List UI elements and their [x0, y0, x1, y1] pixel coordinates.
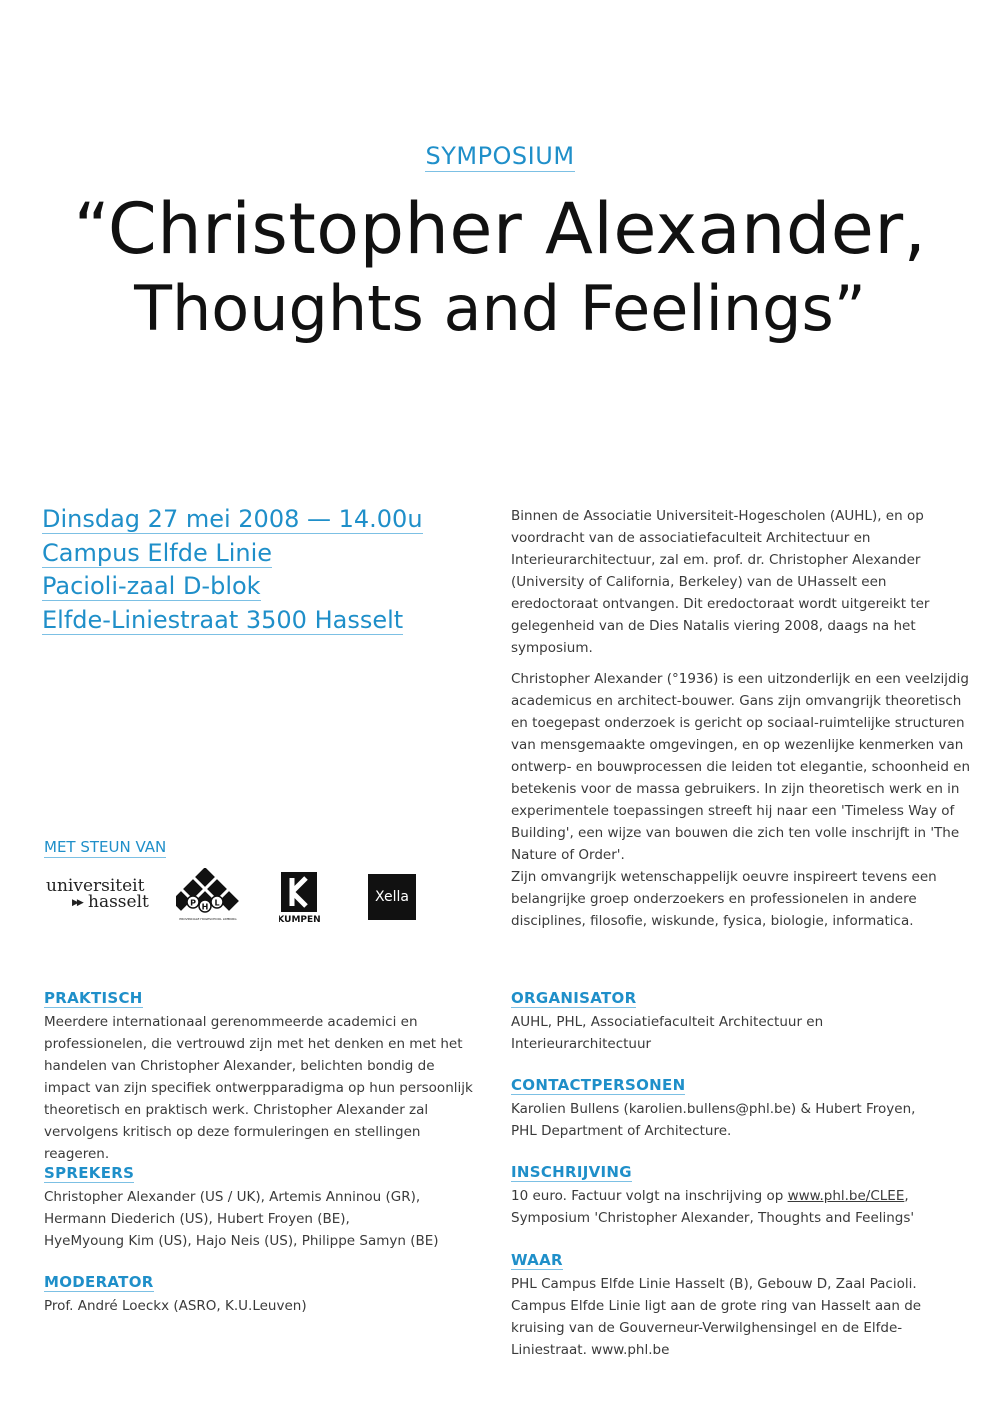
- title-line-1: “Christopher Alexander,: [73, 188, 927, 270]
- sponsors-heading-text: MET STEUN VAN: [44, 838, 167, 856]
- kumpen-logo: [279, 872, 321, 924]
- event-info: [42, 503, 423, 637]
- title-line-2: Thoughts and Feelings”: [134, 272, 866, 345]
- event-address: Elfde-Liniestraat 3500 Hasselt: [42, 605, 404, 634]
- moderator-text: Prof. André Loeckx (ASRO, K.U.Leuven): [44, 1298, 307, 1314]
- inschrijving-heading: INSCHRIJVING: [511, 1163, 632, 1181]
- sprekers-line-3: HyeMyoung Kim (US), Hajo Neis (US), Philippe Samyn (BE): [44, 1233, 439, 1249]
- intro-text: [511, 505, 971, 941]
- intro-paragraph-2: Christopher Alexander (°1936) is een uitzonderlijk en een veelzijdig academicus en architect-bouwer. Gans zijn omvangrijk theoretisch en toegepast onderzoek is gericht op sociaal-ruimtelijke structuren van mensgemaakte omgevingen, en op wezenlijke kenmerken van ontwerp- en bouwprocessen die leiden tot elegantie, schoonheid en betekenis voor de massa gebruikers. In zijn theoretisch werk en in experimentele toepassingen streeft hij naar een 'Timeless Way of Building', een wijze van bouwen die zich ten volle inschrijft in 'The Nature of Order'.: [511, 671, 971, 863]
- inschrijving-link[interactable]: www.phl.be/CLEE: [787, 1188, 905, 1204]
- arrow-icon: ▶▶: [72, 898, 82, 908]
- section-waar: [511, 1250, 961, 1361]
- inschrijving-pre: 10 euro. Factuur volgt na inschrijving op: [511, 1188, 788, 1204]
- section-organisator: [511, 988, 961, 1055]
- inschrijving-text: [511, 1185, 961, 1229]
- sprekers-text: [44, 1186, 494, 1252]
- sprekers-line-1: Christopher Alexander (US / UK), Artemis Anninou (GR),: [44, 1189, 421, 1205]
- kicker-text: SYMPOSIUM: [425, 142, 575, 170]
- waar-heading: WAAR: [511, 1251, 563, 1269]
- sprekers-line-2: Hermann Diederich (US), Hubert Froyen (BE),: [44, 1211, 350, 1227]
- symposium-kicker: [0, 142, 1000, 170]
- intro-paragraph-3: Zijn omvangrijk wetenschappelijk oeuvre inspireert tevens een belangrijke groep onderzoekers en professionelen in andere disciplines, filosofie, wiskunde, fysica, biologie, informatica.: [511, 869, 937, 929]
- praktisch-heading: PRAKTISCH: [44, 989, 143, 1007]
- organisator-heading: ORGANISATOR: [511, 989, 637, 1007]
- phl-letter-p: P: [190, 898, 196, 908]
- phl-subtitle: PROVINCIALE HOGESCHOOL LIMBURG: [179, 917, 237, 921]
- phl-diamond-icon: [176, 868, 240, 924]
- kumpen-label: KUMPEN: [279, 915, 321, 924]
- uhasselt-logo-line1: universiteit: [46, 876, 145, 896]
- section-inschrijving: [511, 1162, 961, 1229]
- inschrijving-post: ,: [904, 1188, 909, 1204]
- uhasselt-logo-line2: hasselt: [88, 892, 149, 912]
- inschrijving-line-2: Symposium 'Christopher Alexander, Thoughts and Feelings': [511, 1210, 915, 1226]
- kumpen-k-icon: [279, 872, 321, 924]
- section-sprekers: [44, 1163, 494, 1252]
- moderator-heading: MODERATOR: [44, 1273, 154, 1291]
- event-campus: Campus Elfde Linie: [42, 538, 273, 567]
- intro-paragraph-1: Binnen de Associatie Universiteit-Hogescholen (AUHL), en op voordracht van de associatiefaculteit Architectuur en Interieurarchitectuur, zal em. prof. dr. Christopher Alexander (University of California, Berkeley) van de UHasselt een eredoctoraat ontvangen. Dit eredoctoraat wordt uitgereikt ter gelegenheid van de Dies Natalis viering 2008, daags na het symposium.: [511, 508, 930, 656]
- contact-heading: CONTACTPERSONEN: [511, 1076, 686, 1094]
- contact-text: [511, 1098, 961, 1142]
- organisator-text: AUHL, PHL, Associatiefaculteit Architectuur en Interieurarchitectuur: [511, 1014, 824, 1052]
- contact-line-2: PHL Department of Architecture.: [511, 1123, 732, 1139]
- waar-text: [511, 1273, 931, 1361]
- contact-line-1: Karolien Bullens (karolien.bullens@phl.be) & Hubert Froyen,: [511, 1101, 916, 1117]
- section-praktisch: [44, 988, 494, 1165]
- xella-logo: Xella: [368, 874, 416, 920]
- phl-logo: [176, 868, 240, 924]
- uhasselt-logo: [46, 876, 156, 916]
- waar-line-2: Campus Elfde Linie ligt aan de grote ring van Hasselt aan de kruising van de Gouverneur-Verwilghensingel en de Elfde-Liniestraat. www.phl.be: [511, 1298, 922, 1358]
- event-room: Pacioli-zaal D-blok: [42, 572, 261, 600]
- phl-letter-h: H: [201, 902, 209, 912]
- sponsors-heading: [44, 838, 166, 856]
- praktisch-text: Meerdere internationaal gerenommeerde academici en professionelen, die vertrouwd zijn met het denken en met het handelen van Christopher Alexander, belichten bondig de impact van zijn specifiek ontwerpparadigma op hun persoonlijk theoretisch en praktisch werk. Christopher Alexander zal vervolgens kritisch op deze formuleringen en stellingen reageren.: [44, 1014, 473, 1162]
- event-date: Dinsdag 27 mei 2008 — 14.00u: [42, 505, 423, 533]
- section-contactpersonen: [511, 1075, 961, 1142]
- section-moderator: [44, 1272, 494, 1317]
- phl-letter-l: L: [214, 898, 220, 908]
- waar-line-1: PHL Campus Elfde Linie Hasselt (B), Gebouw D, Zaal Pacioli.: [511, 1276, 917, 1292]
- sprekers-heading: SPREKERS: [44, 1164, 135, 1182]
